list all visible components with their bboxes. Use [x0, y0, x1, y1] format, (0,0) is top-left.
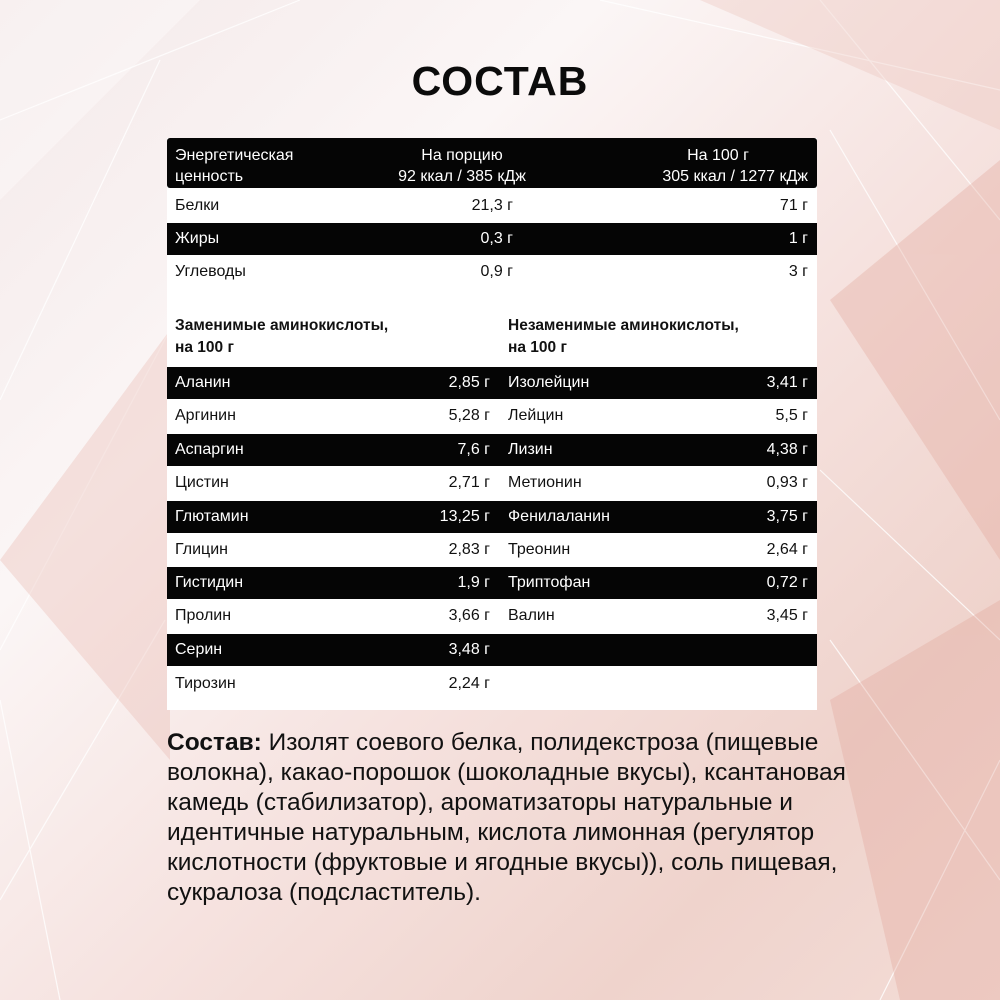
essential-heading-line1: Незаменимые аминокислоты,	[508, 317, 739, 334]
amino-row	[167, 534, 817, 566]
amino-value-left: 3,66 г	[448, 607, 490, 624]
nutrient-portion: 21,3 г	[471, 197, 513, 214]
amino-name-right: Изолейцин	[508, 374, 590, 391]
amino-row	[167, 501, 817, 533]
amino-value-right: 4,38 г	[766, 441, 808, 458]
amino-value-left: 2,71 г	[448, 474, 490, 491]
amino-row	[167, 567, 817, 599]
portion-header-line1: На порцию	[421, 147, 503, 164]
nutrient-name: Белки	[175, 197, 220, 214]
energy-label-line1: Энергетическая	[175, 147, 294, 164]
amino-name-left: Глютамин	[175, 508, 249, 525]
nonessential-heading-line2: на 100 г	[175, 339, 234, 356]
amino-value-right: 0,72 г	[766, 574, 808, 591]
amino-name-left: Аргинин	[175, 407, 236, 424]
nutrition-header-row	[167, 138, 817, 188]
energy-label-line2: ценность	[175, 168, 244, 185]
essential-amino-heading	[508, 315, 808, 359]
amino-value-left: 1,9 г	[457, 574, 490, 591]
amino-row	[167, 467, 817, 499]
amino-row	[167, 634, 817, 666]
amino-row	[167, 600, 817, 632]
energy-label	[175, 145, 293, 187]
nonessential-amino-heading	[175, 315, 475, 359]
amino-value-right: 5,5 г	[775, 407, 808, 424]
amino-name-right: Триптофан	[508, 574, 591, 591]
amino-row	[167, 668, 817, 700]
amino-value-left: 7,6 г	[457, 441, 490, 458]
nutrition-row-protein	[167, 190, 817, 222]
essential-heading-line2: на 100 г	[508, 339, 567, 356]
amino-name-left: Пролин	[175, 607, 232, 624]
amino-row	[167, 434, 817, 466]
amino-name-left: Аспаргин	[175, 441, 244, 458]
amino-value-right: 2,64 г	[766, 541, 808, 558]
nutrient-name: Углеводы	[175, 263, 246, 280]
amino-name-right: Треонин	[508, 541, 571, 558]
nutrient-per100: 71 г	[779, 197, 808, 214]
amino-name-left: Глицин	[175, 541, 228, 558]
composition-label: Состав:	[167, 729, 262, 756]
page-title: СОСТАВ	[411, 58, 589, 104]
nutrient-portion: 0,3 г	[480, 230, 513, 247]
amino-value-left: 13,25 г	[439, 508, 490, 525]
composition-paragraph	[167, 728, 847, 908]
amino-name-right: Валин	[508, 607, 555, 624]
nutrient-per100: 1 г	[788, 230, 808, 247]
amino-value-left: 5,28 г	[448, 407, 490, 424]
amino-value-left: 2,83 г	[448, 541, 490, 558]
per100-header	[588, 145, 808, 187]
amino-value-left: 2,24 г	[448, 675, 490, 692]
nutrient-per100: 3 г	[788, 263, 808, 280]
nonessential-heading-line1: Заменимые аминокислоты,	[175, 317, 389, 334]
amino-name-left: Аланин	[175, 374, 231, 391]
nutrient-portion: 0,9 г	[480, 263, 513, 280]
amino-row	[167, 367, 817, 399]
portion-header-line2: 92 ккал / 385 кДж	[398, 168, 526, 185]
amino-value-right: 3,75 г	[766, 508, 808, 525]
composition-text: Изолят соевого белка, полидекстроза (пищевые волокна), какао-порошок (шоколадные вкусы), ксантановая камедь (стабилизатор), ароматизаторы натуральные и идентичные натуральным, кислота лимонная (регулятор кислотности (фруктовые и ягодные вкусы)), соль пищевая, сукралоза (подсластитель).	[167, 729, 846, 906]
amino-name-left: Серин	[175, 641, 223, 658]
amino-value-left: 3,48 г	[448, 641, 490, 658]
per100-header-line2: 305 ккал / 1277 кДж	[662, 168, 808, 185]
amino-name-left: Тирозин	[175, 675, 236, 692]
amino-value-right: 3,45 г	[766, 607, 808, 624]
amino-name-right: Лейцин	[508, 407, 564, 424]
amino-name-left: Гистидин	[175, 574, 244, 591]
nutrition-row-fat	[167, 223, 817, 255]
amino-value-left: 2,85 г	[448, 374, 490, 391]
amino-row	[167, 400, 817, 432]
nutrition-row-carbs	[167, 256, 817, 288]
amino-value-right: 3,41 г	[766, 374, 808, 391]
portion-header	[357, 145, 567, 187]
per100-header-line1: На 100 г	[687, 147, 749, 164]
amino-name-right: Метионин	[508, 474, 582, 491]
amino-name-right: Лизин	[508, 441, 553, 458]
nutrient-name: Жиры	[175, 230, 220, 247]
amino-name-left: Цистин	[175, 474, 229, 491]
amino-name-right: Фенилаланин	[508, 508, 610, 525]
amino-value-right: 0,93 г	[766, 474, 808, 491]
